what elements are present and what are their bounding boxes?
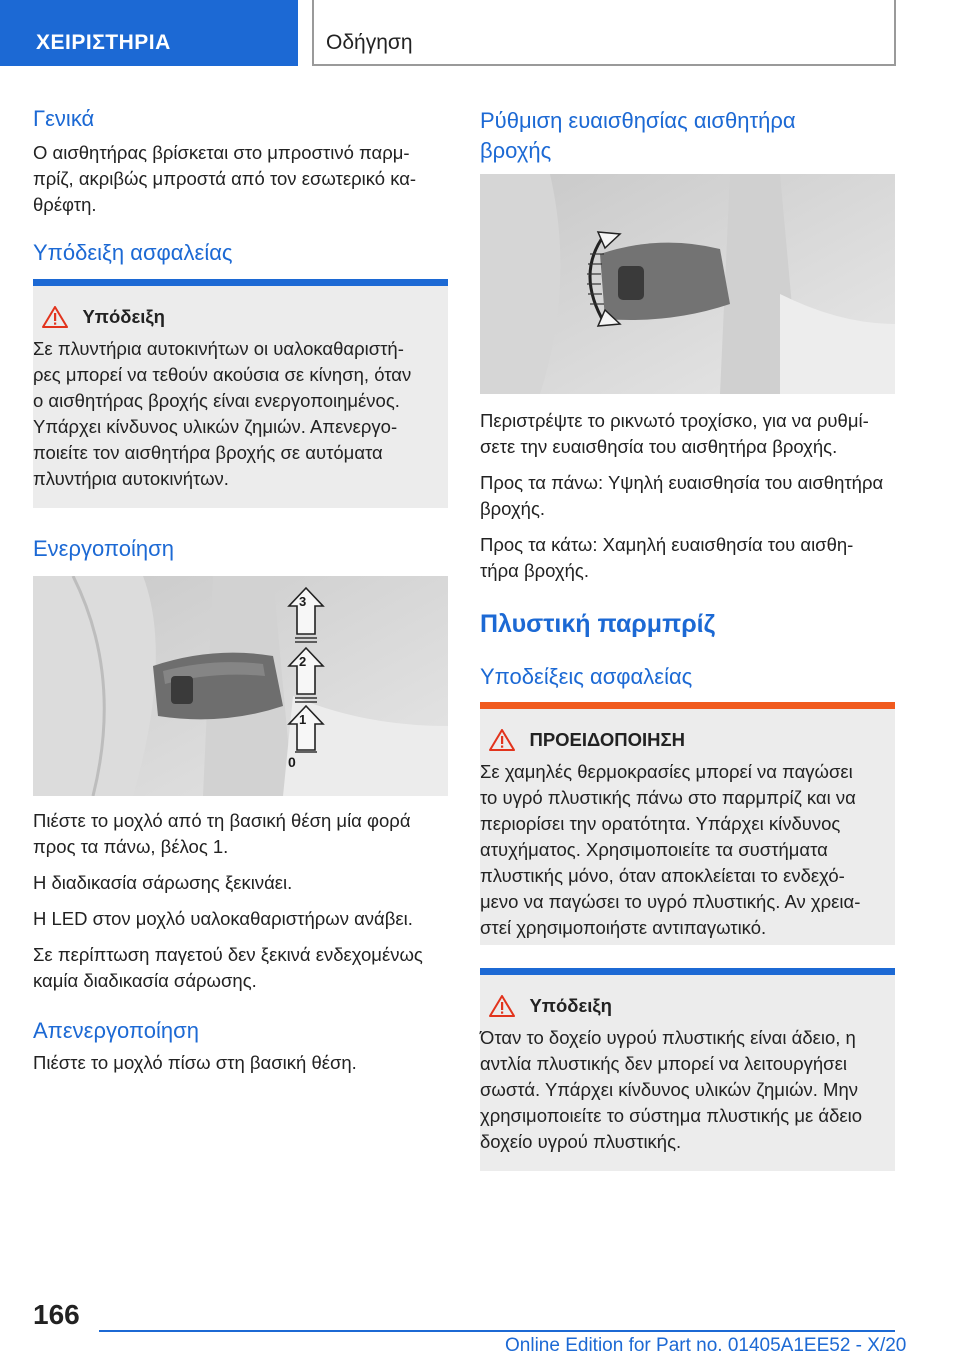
sensitivity-heading: Ρύθμιση ευαισθησίας αισθητήρα βροχής: [480, 108, 796, 163]
warning-triangle-icon: [489, 729, 515, 751]
footer-divider: [99, 1330, 895, 1332]
warning-title: ΠΡΟΕΙΔΟΠΟΙΗΣΗ: [529, 729, 685, 750]
deactivation-text: Πιέστε το μοχλό πίσω στη βασική θέση.: [33, 1052, 357, 1073]
thumbwheel-illustration: [480, 174, 895, 394]
chapter-title: Οδήγηση: [326, 31, 413, 54]
activation-heading: Ενεργοποίηση: [33, 536, 174, 561]
note2-box: [480, 975, 895, 1171]
sensitivity-text: Περιστρέψτε το ρικνωτό τροχίσκο, για να ρυθμί- σετε την ευαισθησία του αισθητήρα βροχής. Προς τα πάνω: Υψηλή ευαισθησία του αισθητήρα βροχής. Προς τα κάτω: Χαμηλή ευαισθησία του αισθη- τήρα βροχής.: [480, 410, 884, 581]
section-tab: [0, 0, 298, 66]
note2-header: [489, 995, 612, 1017]
warning-accent-bar: [480, 702, 895, 709]
arrow-label-1: 1: [299, 712, 307, 727]
arrow-label-2: 2: [299, 654, 307, 669]
general-heading: Γενικά: [33, 106, 95, 131]
wiper-lever-image: [33, 576, 448, 796]
note-header: [42, 306, 165, 328]
warning-triangle-icon: [489, 995, 515, 1017]
edition-link[interactable]: Online Edition for Part no. 01405A1EE52 - X/20: [505, 1335, 907, 1356]
chapter-tab: [312, 0, 896, 66]
note2-title: Υπόδειξη: [529, 995, 612, 1016]
washer-safety-heading: Υποδείξεις ασφαλείας: [480, 664, 693, 689]
washer-heading: Πλυστική παρμπρίζ: [480, 610, 716, 638]
note-box: [33, 286, 448, 508]
arrow-label-3: 3: [299, 594, 307, 609]
note2-text: Όταν το δοχείο υγρού πλυστικής είναι άδειο, η αντλία πλυστικής δεν μπορεί να λειτουργήσει σωστά. Υπάρχει κίνδυνος υλικών ζημιών. Μην χρησιμοποιείτε το σύστημα πλυστικής με άδειο δοχείο υγρού πλυστικής.: [480, 1027, 863, 1152]
note-text: Σε πλυντήρια αυτοκινήτων οι υαλοκαθαριστή- ρες μπορεί να τεθούν ακούσια σε κίνηση, όταν ο αισθητήρας βροχής είναι ενεργοποιημένος. Υπάρχει κίνδυνος υλικών ζημιών. Απενεργο- ποιείτε τον αισθητήρα βροχής σε αυτόματα πλυντήρια αυτοκινήτων.: [33, 338, 412, 489]
note-title: Υπόδειξη: [82, 306, 165, 327]
wiper-lever-illustration: [33, 576, 448, 796]
warning-header: [489, 729, 685, 751]
note-accent-bar: [33, 279, 448, 286]
activation-text: Πιέστε το μοχλό από τη βασική θέση μία φορά προς τα πάνω, βέλος 1. Η διαδικασία σάρωσης ξεκινάει. Η LED στον μοχλό υαλοκαθαριστήρων ανάβει. Σε περίπτωση παγετού δεν ξεκινά ενδεχομένως καμία διαδικασία σάρωσης.: [33, 810, 423, 991]
position-label-0: 0: [288, 754, 296, 770]
safety-heading: Υπόδειξη ασφαλείας: [33, 240, 233, 265]
section-title: ΧΕΙΡΙΣΤΗΡΙΑ: [36, 31, 171, 54]
general-text: Ο αισθητήρας βρίσκεται στο μπροστινό παρμ- πρίζ, ακριβώς μπροστά από τον εσωτερικό κα- θρέφτη.: [33, 142, 417, 215]
note2-accent-bar: [480, 968, 895, 975]
deactivation-heading: Απενεργοποίηση: [33, 1018, 199, 1043]
warning-box: [480, 709, 895, 945]
warning-triangle-icon: [42, 306, 68, 328]
thumbwheel-image: [480, 174, 895, 394]
page-number: 166: [33, 1299, 80, 1330]
warning-text: Σε χαμηλές θερμοκρασίες μπορεί να παγώσει το υγρό πλυστικής πάνω στο παρμπρίζ και να περιορίσει την ορατότητα. Υπάρχει κίνδυνος ατυχήματος. Χρησιμοποιείτε τα συστήματα πλυστικής μόνο, όταν αποκλείεται το ενδεχό- μενο να παγώσει το υγρό πλυστικής. Αν χρεια- στεί χρησιμοποιήστε αντιπαγωτικό.: [480, 761, 861, 938]
position-arrows-icon: [281, 586, 331, 756]
